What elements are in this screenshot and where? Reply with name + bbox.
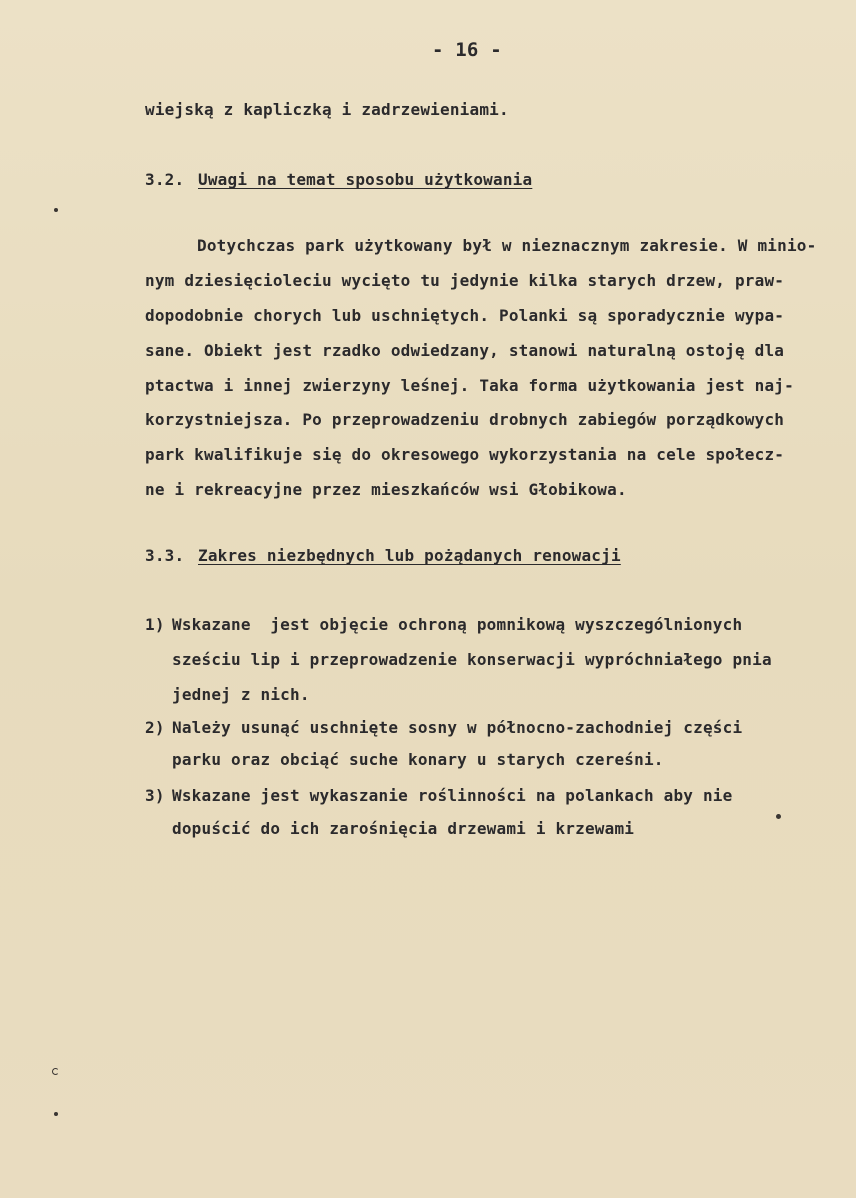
section-3-2-number: 3.2. [145,170,185,189]
margin-mark [54,208,58,212]
page-number: - 16 - [432,39,502,61]
section-3-2-line-3: dopodobnie chorych lub uschniętych. Polanki są sporadycznie wypa- [145,306,785,325]
list-item-2-line-1: Należy usunąć uschnięte sosny w północno-zachodniej części [172,718,743,737]
section-3-3-number: 3.3. [145,546,185,565]
list-item-1-line-1: Wskazane jest objęcie ochroną pomnikową wyszczególnionych [172,615,743,634]
section-3-2-line-5: ptactwa i innej zwierzyny leśnej. Taka forma użytkowania jest naj- [145,376,794,395]
list-item-3-number: 3) [145,786,165,805]
list-item-1-line-3: jednej z nich. [172,685,310,704]
list-item-1-line-2: sześciu lip i przeprowadzenie konserwacji wypróchniałego pnia [172,650,772,669]
section-3-2-line-8: ne i rekreacyjne przez mieszkańców wsi Głobikowa. [145,480,627,499]
list-item-3-line-2: dopuścić do ich zarośnięcia drzewami i krzewami [172,819,635,838]
section-3-2-line-2: nym dziesięcioleciu wycięto tu jedynie kilka starych drzew, praw- [145,271,785,290]
list-item-2-line-2: parku oraz obciąć suche konary u starych czereśni. [172,750,664,769]
section-3-2-line-7: park kwalifikuje się do okresowego wykorzystania na cele społecz- [145,445,785,464]
margin-mark [52,1068,59,1075]
margin-mark [776,814,781,819]
intro-line: wiejską z kapliczką i zadrzewieniami. [145,100,509,119]
list-item-3-line-1: Wskazane jest wykaszanie roślinności na polankach aby nie [172,786,733,805]
section-3-2-line-1: Dotychczas park użytkowany był w nieznacznym zakresie. W minio- [197,236,817,255]
section-3-2-line-6: korzystniejsza. Po przeprowadzeniu drobnych zabiegów porządkowych [145,410,785,429]
list-item-2-number: 2) [145,718,165,737]
section-3-2-title: Uwagi na temat sposobu użytkowania [198,170,533,189]
list-item-1-number: 1) [145,615,165,634]
section-3-2-line-4: sane. Obiekt jest rzadko odwiedzany, stanowi naturalną ostoję dla [145,341,785,360]
margin-mark [54,1112,58,1116]
section-3-3-title: Zakres niezbędnych lub pożądanych renowacji [198,546,621,565]
